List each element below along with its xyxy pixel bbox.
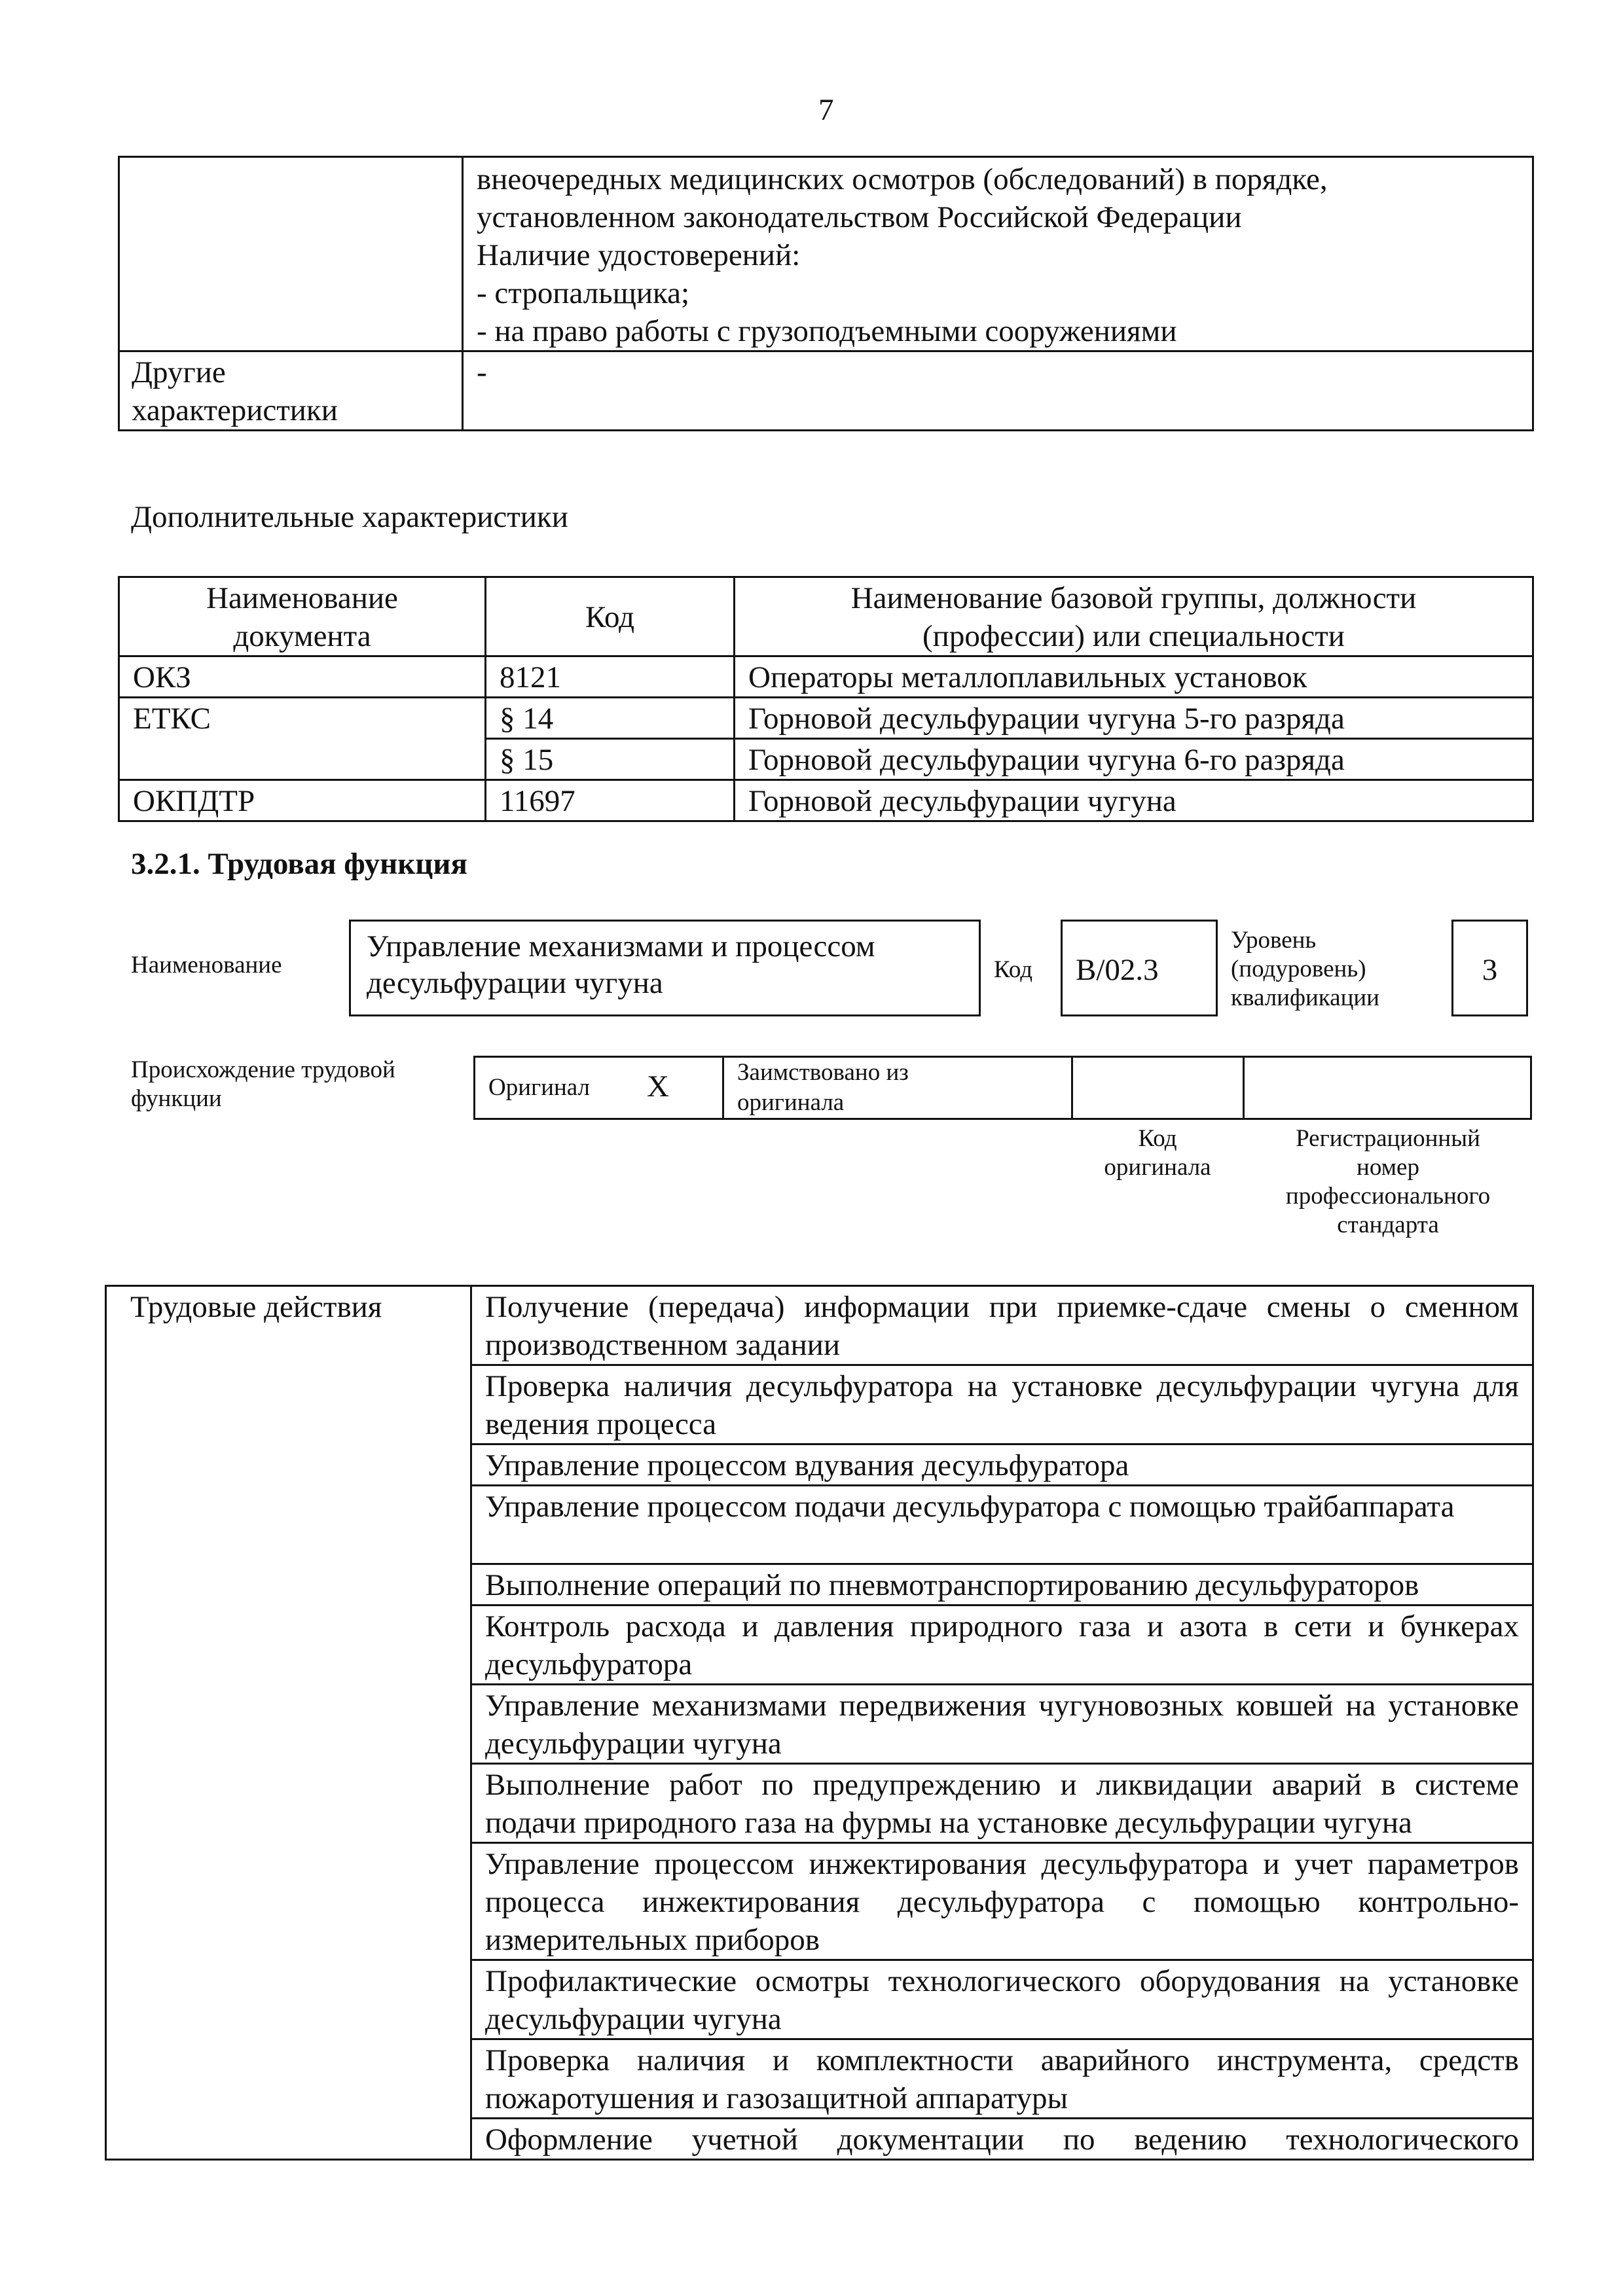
requirements-cell bbox=[463, 157, 1533, 351]
qualification-level-line: квалификации bbox=[1231, 984, 1379, 1011]
function-name-box bbox=[349, 920, 981, 1016]
table-cell bbox=[486, 739, 735, 780]
registration-number-line: стандарта bbox=[1337, 1211, 1439, 1238]
labor-action: Выполнение операций по пневмотранспортированию десульфураторов bbox=[485, 1568, 1419, 1602]
table-cell bbox=[735, 656, 1533, 698]
code-value: 8121 bbox=[500, 660, 561, 694]
other-characteristics-value: - bbox=[477, 355, 487, 389]
code-value: 11697 bbox=[500, 784, 575, 818]
labor-action: Проверка наличия десульфуратора на установке десульфурации чугуна для ведения процесса bbox=[485, 1369, 1519, 1441]
origin-label-line: Происхождение трудовой bbox=[131, 1056, 395, 1083]
origin-label bbox=[131, 1056, 395, 1113]
labor-action: Контроль расхода и давления природного газа и азота в сети и бункерах десульфуратора bbox=[485, 1609, 1519, 1681]
origin-label-line: функции bbox=[131, 1085, 222, 1112]
labor-actions-table bbox=[105, 1285, 1534, 2161]
other-characteristics-label: Другие bbox=[132, 355, 226, 389]
qualification-level-label bbox=[1231, 926, 1379, 1013]
doc-value: ОКПДТР bbox=[133, 784, 255, 818]
borrowed-label bbox=[737, 1058, 909, 1118]
name-value: Горновой десульфурации чугуна 6-го разряда bbox=[748, 743, 1345, 777]
function-name-value: Управление механизмами и процессом bbox=[367, 929, 875, 963]
qualification-level-box bbox=[1451, 920, 1528, 1016]
table-cell bbox=[119, 780, 486, 821]
registration-number-line: профессионального bbox=[1285, 1183, 1491, 1210]
labor-action: Управление процессом инжектирования десульфуратора и учет параметров процесса инжектирования десульфуратора с помощью контрольно-измерительных приборов bbox=[485, 1847, 1519, 1957]
labor-action-cell bbox=[471, 1444, 1533, 1486]
borrowed-label-line: оригинала bbox=[737, 1089, 845, 1116]
table-cell bbox=[119, 656, 486, 698]
registration-number-line: Регистрационный bbox=[1296, 1125, 1480, 1152]
header-code-cell bbox=[486, 577, 735, 656]
code-original-line: Код bbox=[1138, 1125, 1177, 1152]
labor-action-cell bbox=[471, 1605, 1533, 1685]
function-name-label: Наименование bbox=[131, 952, 282, 978]
labor-action-cell bbox=[471, 2039, 1533, 2119]
table-cell bbox=[486, 780, 735, 821]
labor-action-cell bbox=[471, 1685, 1533, 1764]
name-value: Горновой десульфурации чугуна bbox=[748, 784, 1176, 818]
labor-action-cell bbox=[471, 1365, 1533, 1444]
page-number: 7 bbox=[818, 93, 834, 127]
table-cell bbox=[735, 780, 1533, 821]
additional-characteristics-heading: Дополнительные характеристики bbox=[131, 500, 568, 534]
origin-divider bbox=[722, 1058, 724, 1118]
function-code-value: B/02.3 bbox=[1076, 953, 1159, 987]
header-code: Код bbox=[585, 600, 635, 634]
labor-action-cell bbox=[471, 1843, 1533, 1960]
empty-label-cell bbox=[119, 157, 463, 351]
table-cell bbox=[486, 698, 735, 739]
labor-action: Получение (передача) информации при приемке-сдаче смены о сменном производственном задании bbox=[485, 1290, 1519, 1362]
requirements-line: установленном законодательством Российской Федерации bbox=[477, 200, 1242, 234]
qualification-level-line: Уровень bbox=[1231, 927, 1317, 954]
requirements-line: - стропальщика; bbox=[477, 276, 690, 310]
header-doc: Наименование bbox=[206, 581, 398, 615]
qualification-requirements-table bbox=[118, 156, 1534, 431]
labor-action-cell bbox=[471, 1764, 1533, 1843]
labor-action: Управление процессом вдувания десульфуратора bbox=[485, 1448, 1129, 1482]
labor-action: Проверка наличия и комплектности аварийного инструмента, средств пожаротушения и газозащитной аппаратуры bbox=[485, 2043, 1519, 2115]
table-cell bbox=[735, 739, 1533, 780]
other-characteristics-label-cell bbox=[119, 351, 463, 431]
code-original-caption bbox=[1074, 1124, 1241, 1182]
doc-value: ОКЗ bbox=[133, 660, 191, 694]
labor-action-cell bbox=[471, 1286, 1533, 1365]
original-mark: X bbox=[647, 1069, 669, 1103]
labor-action: Управление механизмами передвижения чугуновозных ковшей на установке десульфурации чугуна bbox=[485, 1689, 1519, 1761]
doc-value: ЕТКС bbox=[133, 702, 211, 736]
code-value: § 15 bbox=[500, 743, 554, 777]
registration-number-line: номер bbox=[1357, 1154, 1419, 1181]
origin-divider bbox=[1071, 1058, 1073, 1118]
code-value: § 14 bbox=[500, 702, 554, 736]
labor-action-cell bbox=[471, 1960, 1533, 2039]
code-original-line: оригинала bbox=[1104, 1154, 1211, 1181]
other-characteristics-value-cell bbox=[463, 351, 1533, 431]
additional-characteristics-table bbox=[118, 576, 1534, 822]
name-value: Горновой десульфурации чугуна 5-го разряда bbox=[748, 702, 1345, 736]
header-doc: документа bbox=[233, 619, 371, 653]
labor-actions-label: Трудовые действия bbox=[130, 1290, 382, 1324]
header-name: (профессии) или специальности bbox=[922, 619, 1345, 653]
table-cell bbox=[735, 698, 1533, 739]
name-value: Операторы металлоплавильных установок bbox=[748, 660, 1307, 694]
function-name-value: десульфурации чугуна bbox=[367, 966, 663, 1000]
requirements-line: - на право работы с грузоподъемными сооружениями bbox=[477, 314, 1177, 348]
borrowed-label-line: Заимствовано из bbox=[737, 1059, 909, 1086]
labor-action-cell bbox=[471, 1564, 1533, 1605]
table-cell bbox=[486, 656, 735, 698]
qualification-level-line: (подуровень) bbox=[1231, 956, 1366, 982]
header-name-cell bbox=[735, 577, 1533, 656]
original-label: Оригинал bbox=[488, 1074, 591, 1101]
table-cell bbox=[119, 698, 486, 780]
labor-action: Управление процессом подачи десульфуратора с помощью трайбаппарата bbox=[485, 1490, 1455, 1524]
function-code-label: Код bbox=[994, 956, 1033, 983]
section-heading: 3.2.1. Трудовая функция bbox=[131, 847, 467, 881]
requirements-line: внеочередных медицинских осмотров (обследований) в порядке, bbox=[477, 162, 1328, 196]
header-doc-cell bbox=[119, 577, 486, 656]
function-code-box bbox=[1061, 920, 1218, 1016]
labor-action: Выполнение работ по предупреждению и ликвидации аварий в системе подачи природного газа на фурмы на установке десульфурации чугуна bbox=[485, 1768, 1519, 1840]
labor-action-cell bbox=[471, 2119, 1533, 2160]
labor-action: Оформление учетной документации по ведению технологического bbox=[485, 2123, 1519, 2157]
other-characteristics-label: характеристики bbox=[132, 393, 338, 427]
header-name: Наименование базовой группы, должности bbox=[850, 581, 1417, 615]
requirements-line: Наличие удостоверений: bbox=[477, 238, 801, 272]
origin-divider bbox=[1243, 1058, 1245, 1118]
registration-number-caption bbox=[1244, 1124, 1532, 1240]
labor-action: Профилактические осмотры технологического оборудования на установке десульфурации чугуна bbox=[485, 1964, 1519, 2036]
labor-action-cell bbox=[471, 1486, 1533, 1564]
origin-box bbox=[473, 1056, 1532, 1120]
labor-actions-label-cell bbox=[106, 1286, 471, 2160]
qualification-level-value: 3 bbox=[1482, 953, 1498, 987]
